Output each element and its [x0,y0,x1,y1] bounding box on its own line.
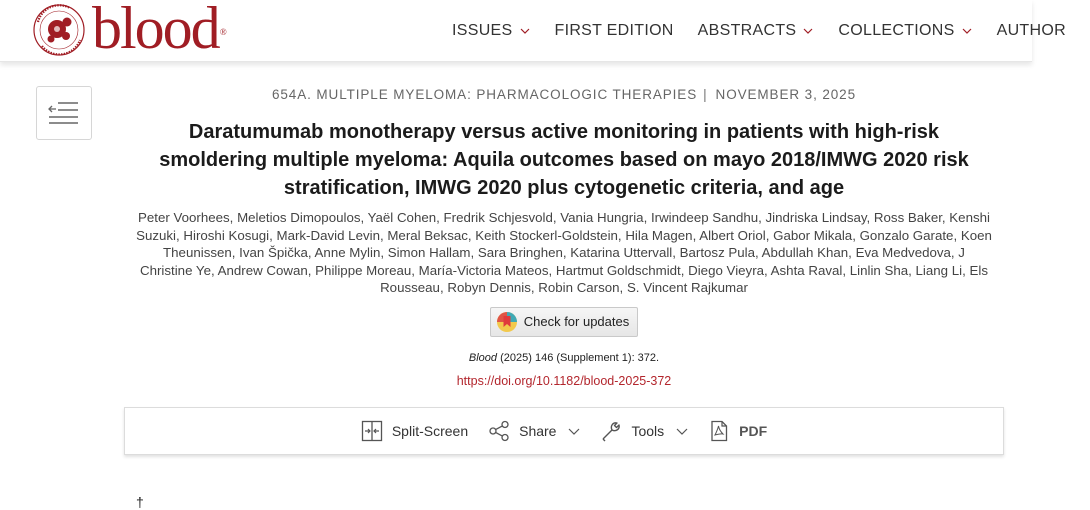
chevron-down-icon [519,25,531,37]
wrench-icon [600,420,622,442]
meta-separator: | [703,87,708,102]
nav-first-edition-label: FIRST EDITION [554,22,674,39]
blood-logo[interactable] [30,0,227,61]
chevron-down-icon [568,425,580,437]
nav-issues-label: ISSUES [452,22,513,39]
nav-author-label: AUTHOR [996,22,1066,39]
article-header [124,82,1004,390]
site-header [0,0,1066,62]
tools-label: Tools [631,423,665,439]
outline-toggle-button[interactable] [36,86,92,140]
partial-section-glyph: † [136,494,144,510]
nav-collections[interactable] [838,22,972,40]
article-title: Daratumumab monotherapy versus active monitoring in patients with high-risk smoldering multiple myeloma: Aquila outcomes based on mayo 2018/IMWG 2020 risk stratification, IMWG 2020 plus cytogenetic criteria, and age [159,121,969,199]
nav-collections-label: COLLECTIONS [838,22,955,39]
check-for-updates-button[interactable] [490,307,639,337]
chevron-down-icon [961,25,973,37]
doi-link[interactable]: https://doi.org/10.1182/blood-2025-372 [456,373,672,388]
society-seal-icon [30,2,88,58]
share-button[interactable] [488,420,580,442]
article-toolbar [124,407,1004,455]
article-date: NOVEMBER 3, 2025 [715,87,857,102]
logo-wordmark: blood ® [92,0,227,61]
author-list[interactable]: Peter Voorhees, Meletios Dimopoulos, Yaël Cohen, Fredrik Schjesvold, Vania Hungria, Irwindeep Sandhu, Jindriska Lindsay, Ross Baker, Kenshi Suzuki, Hiroshi Kosugi, Mark-David Levin, Meral Beksac, Keith Stockerl-Goldstein, Hila Magen, Albert Oriol, Gabor Mikala, Gonzalo Garate, Koen Theunissen, Ivan Špička, Anne Mylin, Simon Hallam, Sara Bringhen, Katarina Uttervall, Bartosz Pula, Abdullah Khan, Eva Medvedova, J Christine Ye, Andrew Cowan, Philippe Moreau, María-Victoria Mateos, Hartmut Goldschmidt, Diego Vieyra, Ashta Raval, Linlin Sha, Liang Li, Els Rousseau, Robyn Dennis, Robin Carson, S. Vincent Rajkumar [136,210,992,296]
article-meta [124,87,1004,107]
chevron-down-icon [802,25,814,37]
nav-author[interactable] [997,22,1066,40]
crossmark-icon [496,311,518,333]
tools-button[interactable] [600,420,688,442]
split-screen-icon [361,420,383,442]
share-icon [488,420,510,442]
pdf-file-icon [708,420,730,442]
nav-issues[interactable] [452,22,531,40]
nav-abstracts-label: ABSTRACTS [697,22,797,39]
share-label: Share [519,423,557,439]
registered-mark: ® [219,27,227,37]
pdf-button[interactable] [708,420,767,442]
chevron-down-icon [676,425,688,437]
nav-abstracts[interactable] [698,22,815,40]
main-nav [452,0,1090,62]
nav-first-edition[interactable] [555,22,674,40]
outline-toggle-icon [48,101,80,125]
split-screen-label: Split-Screen [391,423,469,439]
citation [124,352,1004,364]
citation-journal: Blood [468,351,498,364]
split-screen-button[interactable] [361,420,468,442]
pdf-label: PDF [739,423,768,439]
citation-details: (2025) 146 (Supplement 1): 372. [497,351,660,364]
article-category[interactable]: 654A. MULTIPLE MYELOMA: PHARMACOLOGIC THERAPIES [271,87,698,102]
check-for-updates-label: Check for updates [523,314,630,330]
